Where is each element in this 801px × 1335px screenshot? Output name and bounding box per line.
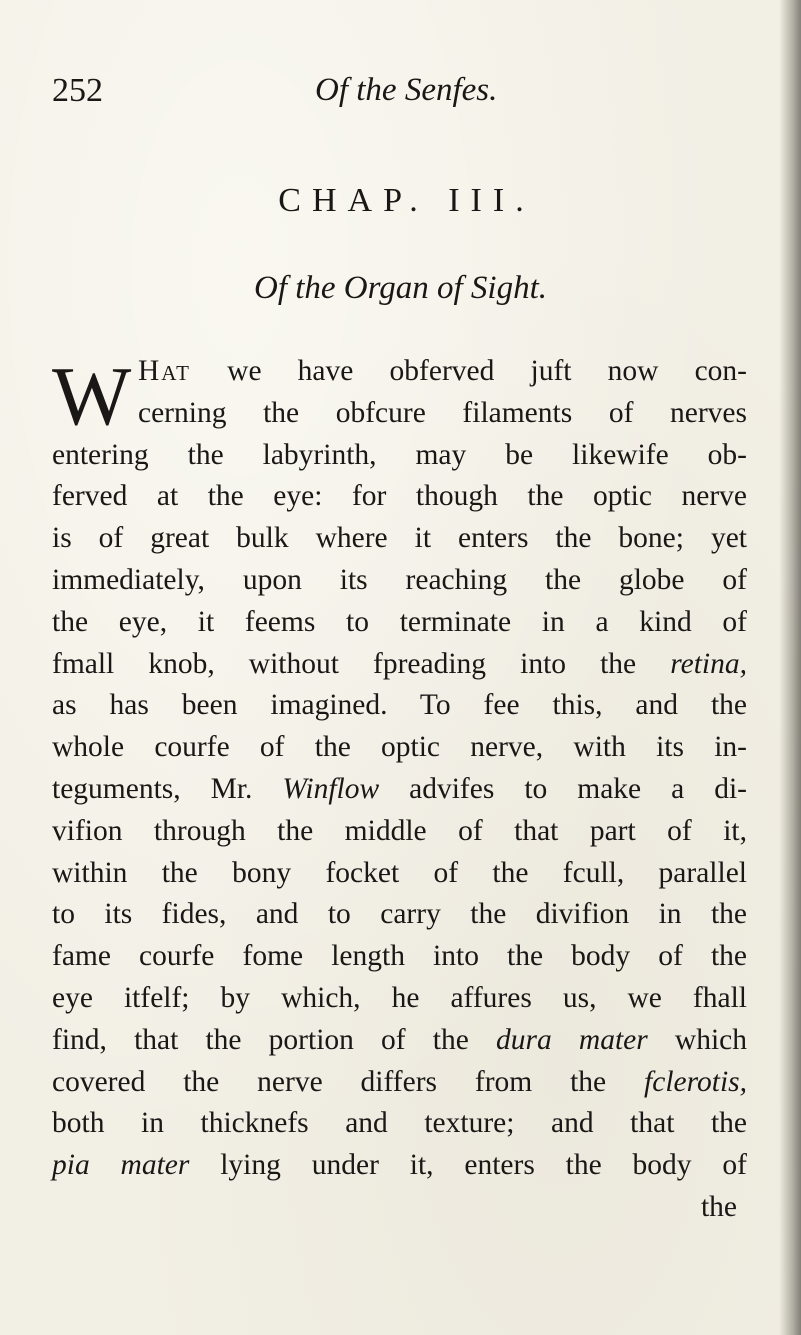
opening-word: Hat	[138, 355, 191, 387]
page-edge-shadow	[779, 0, 801, 1335]
text-line: vifion through the middle of that part of it,	[52, 814, 747, 847]
chapter-subtitle: Of the Organ of Sight.	[253, 270, 548, 306]
text-line: pia mater lying under it, enters the body of	[52, 1149, 747, 1182]
italic-name-winslow: Winflow	[282, 772, 380, 805]
text-line: is of great bulk where it enters the bone; yet	[52, 522, 747, 555]
italic-term-sclerotis: fclerotis,	[644, 1065, 747, 1098]
text-line: covered the nerve differs from the fclerotis,	[52, 1065, 747, 1098]
text-line: both in thicknefs and texture; and that the	[52, 1107, 747, 1140]
text-line: fmall knob, without fpreading into the retina,	[52, 647, 747, 680]
text-line: entering the labyrinth, may be likewife ob-	[52, 438, 747, 471]
text-line: the eye, it feems to terminate in a kind of	[52, 605, 747, 638]
text-line: find, that the portion of the dura mater which	[52, 1023, 748, 1056]
text-line: within the bony focket of the fcull, parallel	[52, 856, 747, 889]
running-title: Of the Senfes.	[315, 72, 498, 108]
text-line: fame courfe fome length into the body of the	[52, 940, 747, 973]
drop-cap: W	[52, 350, 132, 443]
body-paragraph	[52, 351, 747, 1229]
text-line: Hat we have obferved juft now con-	[138, 355, 747, 387]
italic-term-dura-mater: dura mater	[496, 1023, 648, 1056]
italic-term-retina: retina,	[670, 647, 747, 680]
text-line: cerning the obfcure filaments of nerves	[138, 396, 747, 429]
text-line: eye itfelf; by which, he affures us, we fhall	[52, 981, 747, 1014]
text-line: as has been imagined. To fee this, and the	[52, 689, 747, 722]
italic-term-pia-mater: pia mater	[52, 1149, 190, 1182]
text-line: immediately, upon its reaching the globe of	[52, 563, 747, 596]
text-line: whole courfe of the optic nerve, with its in-	[52, 731, 747, 764]
chapter-heading: CHAP. III.	[278, 182, 535, 219]
text-line: to its fides, and to carry the divifion in the	[52, 898, 747, 931]
text-line: ferved at the eye: for though the optic nerve	[52, 480, 747, 513]
page-number: 252	[52, 72, 103, 109]
text-line: teguments, Mr. Winflow advifes to make a di-	[52, 772, 747, 805]
catchword: the	[700, 1190, 737, 1223]
running-head	[0, 72, 801, 122]
